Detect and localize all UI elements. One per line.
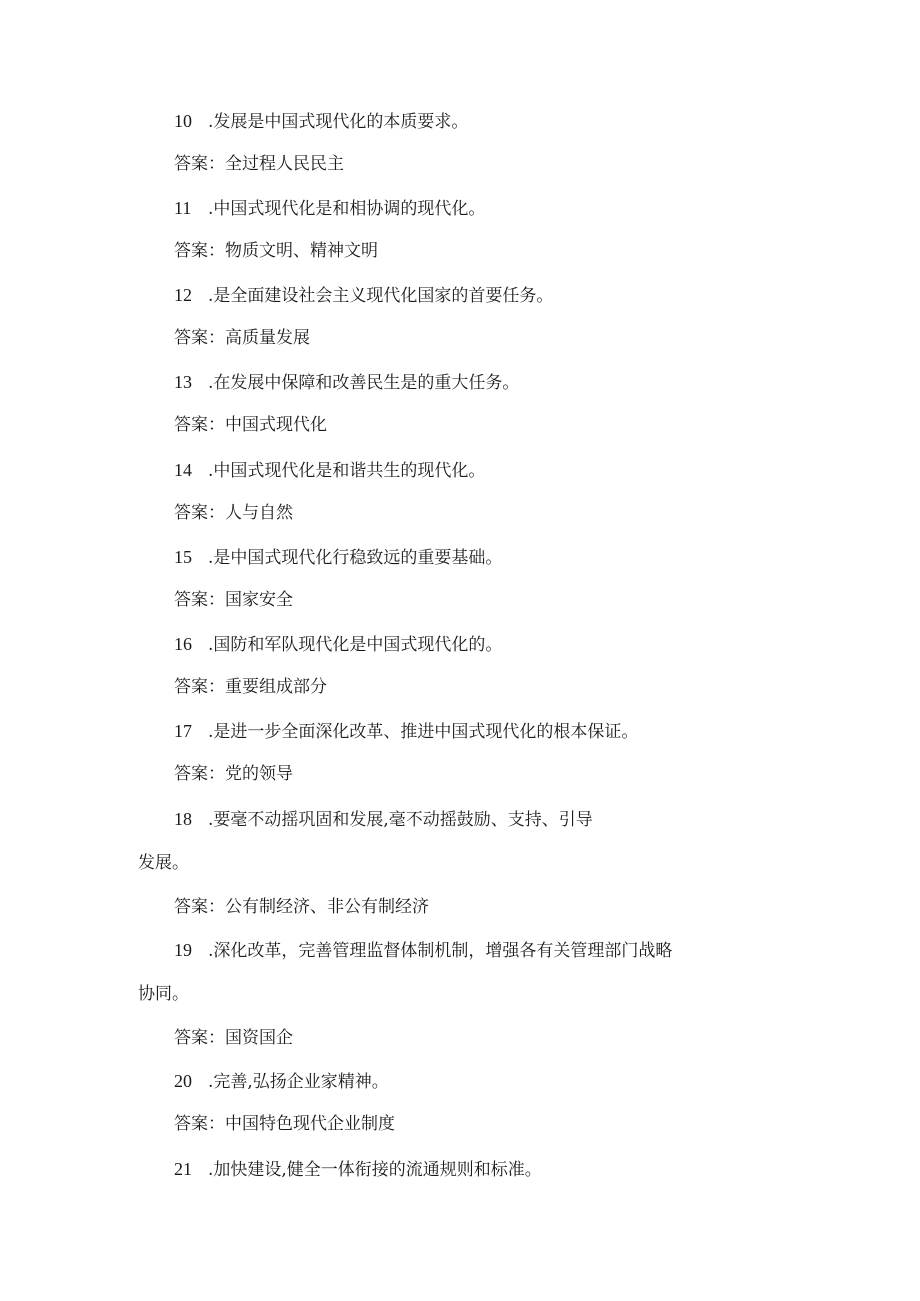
question-text: .加快建设,健全一体衔接的流通规则和标准。 xyxy=(208,1160,542,1180)
question-line xyxy=(174,720,638,743)
question-line xyxy=(174,110,468,133)
question-number: 20 xyxy=(174,1071,192,1091)
answer-line: 答案：党的领导 xyxy=(174,764,293,784)
answer-line: 答案：人与自然 xyxy=(174,503,293,523)
answer-line: 答案：物质文明、精神文明 xyxy=(174,241,378,261)
question-line xyxy=(174,459,485,482)
question-line xyxy=(174,197,485,220)
question-text: .在发展中保障和改善民生是的重大任务。 xyxy=(208,373,520,393)
question-number: 19 xyxy=(174,940,192,960)
question-line xyxy=(174,546,502,569)
answer-line: 答案：高质量发展 xyxy=(174,328,310,348)
answer-line: 答案：中国特色现代企业制度 xyxy=(174,1114,395,1134)
question-number: 21 xyxy=(174,1159,192,1179)
question-text: .要毫不动摇巩固和发展,毫不动摇鼓励、支持、引导 xyxy=(208,810,593,830)
question-number: 10 xyxy=(174,111,192,131)
question-text: .中国式现代化是和相协调的现代化。 xyxy=(208,199,486,219)
question-number: 12 xyxy=(174,285,192,305)
question-number: 17 xyxy=(174,721,192,741)
question-text: .是中国式现代化行稳致远的重要基础。 xyxy=(208,548,503,568)
answer-line: 答案：中国式现代化 xyxy=(174,415,327,435)
question-text: .是进一步全面深化改革、推进中国式现代化的根本保证。 xyxy=(208,722,639,742)
question-line xyxy=(174,284,553,307)
question-text: .国防和军队现代化是中国式现代化的。 xyxy=(208,635,503,655)
question-text: .完善,弘扬企业家精神。 xyxy=(208,1072,389,1092)
question-continuation: 发展。 xyxy=(138,853,189,873)
question-line xyxy=(174,371,519,394)
question-number: 18 xyxy=(174,809,192,829)
question-line xyxy=(174,1158,542,1181)
question-text: .中国式现代化是和谐共生的现代化。 xyxy=(208,461,486,481)
answer-line: 答案：重要组成部分 xyxy=(174,677,327,697)
question-continuation: 协同。 xyxy=(138,984,189,1004)
question-number: 11 xyxy=(174,198,192,218)
question-line xyxy=(174,808,593,831)
answer-line: 答案：全过程人民民主 xyxy=(174,154,344,174)
question-number: 16 xyxy=(174,634,192,654)
question-line xyxy=(174,633,502,656)
question-number: 15 xyxy=(174,547,192,567)
question-number: 13 xyxy=(174,372,192,392)
answer-line: 答案：公有制经济、非公有制经济 xyxy=(174,897,429,917)
question-line xyxy=(174,939,672,962)
answer-line: 答案：国家安全 xyxy=(174,590,293,610)
question-text: .发展是中国式现代化的本质要求。 xyxy=(208,112,469,132)
question-text: .深化改革，完善管理监督体制机制，增强各有关管理部门战略 xyxy=(208,941,673,961)
question-line xyxy=(174,1070,389,1093)
question-number: 14 xyxy=(174,460,192,480)
answer-line: 答案：国资国企 xyxy=(174,1028,293,1048)
question-text: .是全面建设社会主义现代化国家的首要任务。 xyxy=(208,286,554,306)
